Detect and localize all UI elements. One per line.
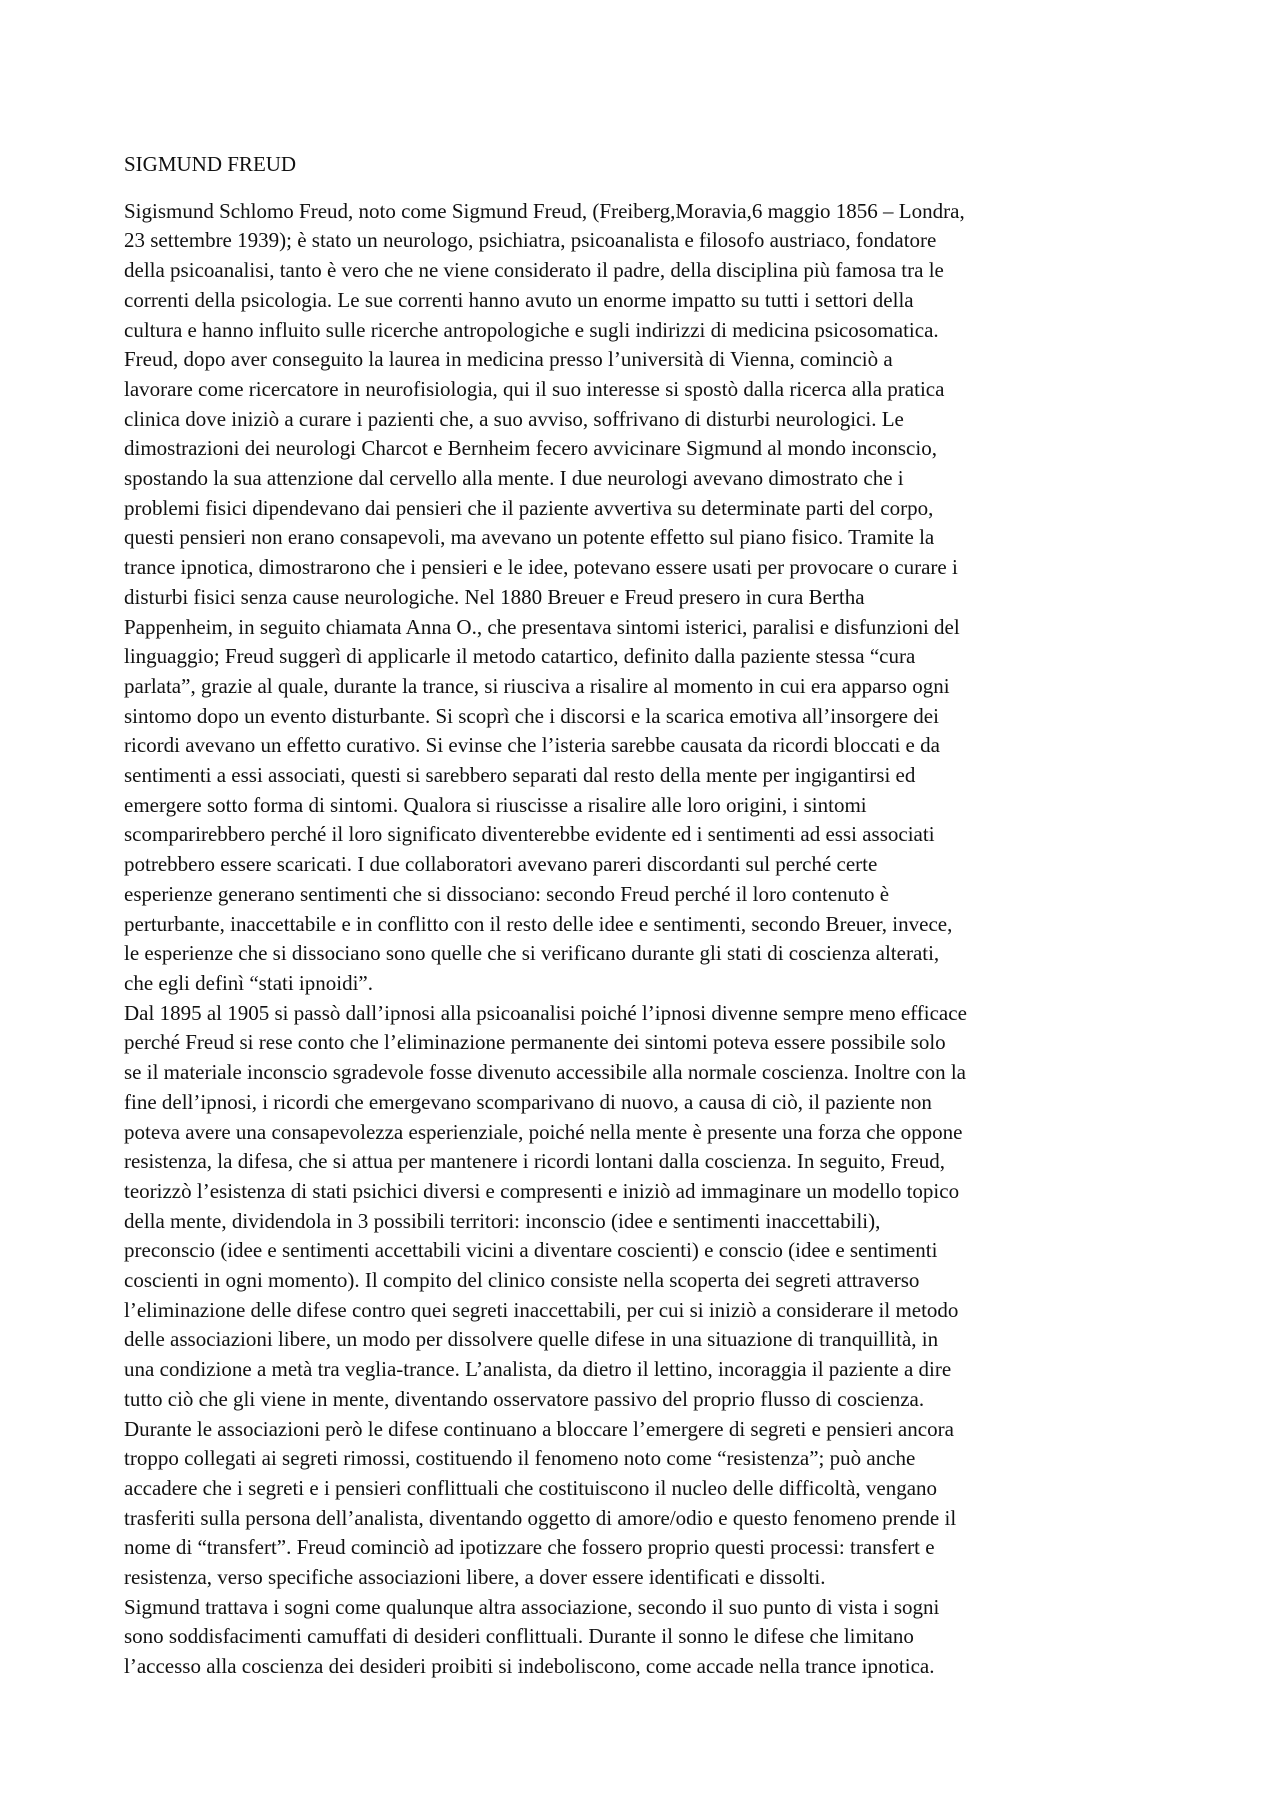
text-line: delle associazioni libere, un modo per dissolvere quelle difese in una situazione di tranquillità, in	[124, 1327, 939, 1352]
text-line: sentimenti a essi associati, questi si sarebbero separati dal resto della mente per ingigantirsi ed	[124, 763, 916, 788]
text-line: lavorare come ricercatore in neurofisiologia, qui il suo interesse si spostò dalla ricerca alla pratica	[124, 376, 945, 401]
text-line: una condizione a metà tra veglia-trance. L’analista, da dietro il lettino, incoraggia il paziente a dire	[124, 1357, 952, 1382]
text-line: cultura e hanno influito sulle ricerche antropologiche e sugli indirizzi di medicina psicosomatica.	[124, 317, 939, 342]
text-line: perturbante, inaccettabile e in conflitto con il resto delle idee e sentimenti, secondo Breuer, invece,	[124, 911, 953, 936]
text-line: trance ipnotica, dimostrarono che i pensieri e le idee, potevano essere usati per provocare o curare i	[124, 555, 958, 580]
text-line: emergere sotto forma di sintomi. Qualora si riuscisse a risalire alle loro origini, i sintomi	[124, 792, 867, 817]
text-line: trasferiti sulla persona dell’analista, diventando oggetto di amore/odio e questo fenomeno prende il	[124, 1505, 957, 1530]
text-line: della psicoanalisi, tanto è vero che ne viene considerato il padre, della disciplina più famosa tra le	[124, 258, 944, 283]
text-line: tutto ciò che gli viene in mente, diventando osservatore passivo del proprio flusso di coscienza.	[124, 1386, 925, 1411]
text-line: preconscio (idee e sentimenti accettabili vicini a diventare coscienti) e conscio (idee e sentimenti	[124, 1238, 938, 1263]
text-line: l’eliminazione delle difese contro quei segreti inaccettabili, per cui si iniziò a considerare il metodo	[124, 1297, 959, 1322]
text-line: Pappenheim, in seguito chiamata Anna O., che presentava sintomi isterici, paralisi e disfunzioni del	[124, 614, 960, 639]
text-line: l’accesso alla coscienza dei desideri proibiti si indeboliscono, come accade nella trance ipnotica.	[124, 1654, 935, 1679]
text-line: potrebbero essere scaricati. I due collaboratori avevano pareri discordanti sul perché certe	[124, 852, 878, 877]
text-line: scomparirebbero perché il loro significato diventerebbe evidente ed i sentimenti ad essi associati	[124, 822, 935, 847]
text-line: se il materiale inconscio sgradevole fosse divenuto accessibile alla normale coscienza. Inoltre con la	[124, 1060, 966, 1085]
text-line: Durante le associazioni però le difese continuano a bloccare l’emergere di segreti e pensieri ancora	[124, 1416, 954, 1441]
text-line: esperienze generano sentimenti che si dissociano: secondo Freud perché il loro contenuto è	[124, 881, 890, 906]
text-line: linguaggio; Freud suggerì di applicarle il metodo catartico, definito dalla paziente stessa “cura	[124, 644, 916, 669]
text-line: resistenza, la difesa, che si attua per mantenere i ricordi lontani dalla coscienza. In seguito, Freud,	[124, 1149, 946, 1174]
text-line: resistenza, verso specifiche associazioni libere, a dover essere identificati e dissolti.	[124, 1565, 826, 1590]
paragraph-2	[124, 999, 1174, 1593]
paragraph-3	[124, 1593, 1174, 1682]
document-body	[124, 197, 1174, 1682]
text-line: troppo collegati ai segreti rimossi, costituendo il fenomeno noto come “resistenza”; può anche	[124, 1446, 916, 1471]
text-line: dimostrazioni dei neurologi Charcot e Bernheim fecero avvicinare Sigmund al mondo inconscio,	[124, 436, 937, 461]
text-line: che egli definì “stati ipnoidi”.	[124, 970, 374, 995]
document-title: SIGMUND FREUD	[124, 152, 297, 176]
text-line: disturbi fisici senza cause neurologiche. Nel 1880 Breuer e Freud presero in cura Bertha	[124, 584, 865, 609]
text-line: clinica dove iniziò a curare i pazienti che, a suo avviso, soffrivano di disturbi neurologici. Le	[124, 406, 904, 431]
text-line: Sigismund Schlomo Freud, noto come Sigmund Freud, (Freiberg,Moravia,6 maggio 1856 – Londra,	[124, 198, 965, 223]
text-line: parlata”, grazie al quale, durante la trance, si riusciva a risalire al momento in cui era apparso ogni	[124, 673, 950, 698]
text-line: perché Freud si rese conto che l’eliminazione permanente dei sintomi poteva essere possibile solo	[124, 1030, 946, 1055]
text-line: Freud, dopo aver conseguito la laurea in medicina presso l’università di Vienna, cominciò a	[124, 347, 893, 372]
text-line: nome di “transfert”. Freud cominciò ad ipotizzare che fossero proprio questi processi: transfert e	[124, 1535, 935, 1560]
text-line: della mente, dividendola in 3 possibili territori: inconscio (idee e sentimenti inaccettabili),	[124, 1208, 881, 1233]
text-line: problemi fisici dipendevano dai pensieri che il paziente avvertiva su determinate parti del corpo,	[124, 495, 934, 520]
paragraph-1	[124, 197, 1174, 999]
text-line: accadere che i segreti e i pensieri conflittuali che costituiscono il nucleo delle difficoltà, vengano	[124, 1475, 938, 1500]
text-line: poteva avere una consapevolezza esperienziale, poiché nella mente è presente una forza che oppone	[124, 1119, 963, 1144]
text-line: sono soddisfacimenti camuffati di desideri conflittuali. Durante il sonno le difese che limitano	[124, 1624, 914, 1649]
text-line: correnti della psicologia. Le sue correnti hanno avuto un enorme impatto su tutti i settori della	[124, 287, 914, 312]
text-line: sintomo dopo un evento disturbante. Si scoprì che i discorsi e la scarica emotiva all’insorgere dei	[124, 703, 939, 728]
text-line: 23 settembre 1939); è stato un neurologo, psichiatra, psicoanalista e filosofo austriaco, fondatore	[124, 228, 937, 253]
text-line: fine dell’ipnosi, i ricordi che emergevano scomparivano di nuovo, a causa di ciò, il paziente non	[124, 1089, 932, 1114]
text-line: questi pensieri non erano consapevoli, ma avevano un potente effetto sul piano fisico. Tramite la	[124, 525, 935, 550]
text-line: coscienti in ogni momento). Il compito del clinico consiste nella scoperta dei segreti attraverso	[124, 1268, 920, 1293]
text-line: Sigmund trattava i sogni come qualunque altra associazione, secondo il suo punto di vista i sogni	[124, 1594, 940, 1619]
document-page	[124, 150, 1174, 1682]
text-line: Dal 1895 al 1905 si passò dall’ipnosi alla psicoanalisi poiché l’ipnosi divenne sempre meno efficace	[124, 1000, 967, 1025]
text-line: le esperienze che si dissociano sono quelle che si verificano durante gli stati di coscienza alterati,	[124, 941, 940, 966]
text-line: spostando la sua attenzione dal cervello alla mente. I due neurologi avevano dimostrato che i	[124, 466, 904, 491]
text-line: ricordi avevano un effetto curativo. Si evinse che l’isteria sarebbe causata da ricordi bloccati e da	[124, 733, 940, 758]
text-line: teorizzò l’esistenza di stati psichici diversi e compresenti e iniziò ad immaginare un modello topico	[124, 1178, 960, 1203]
